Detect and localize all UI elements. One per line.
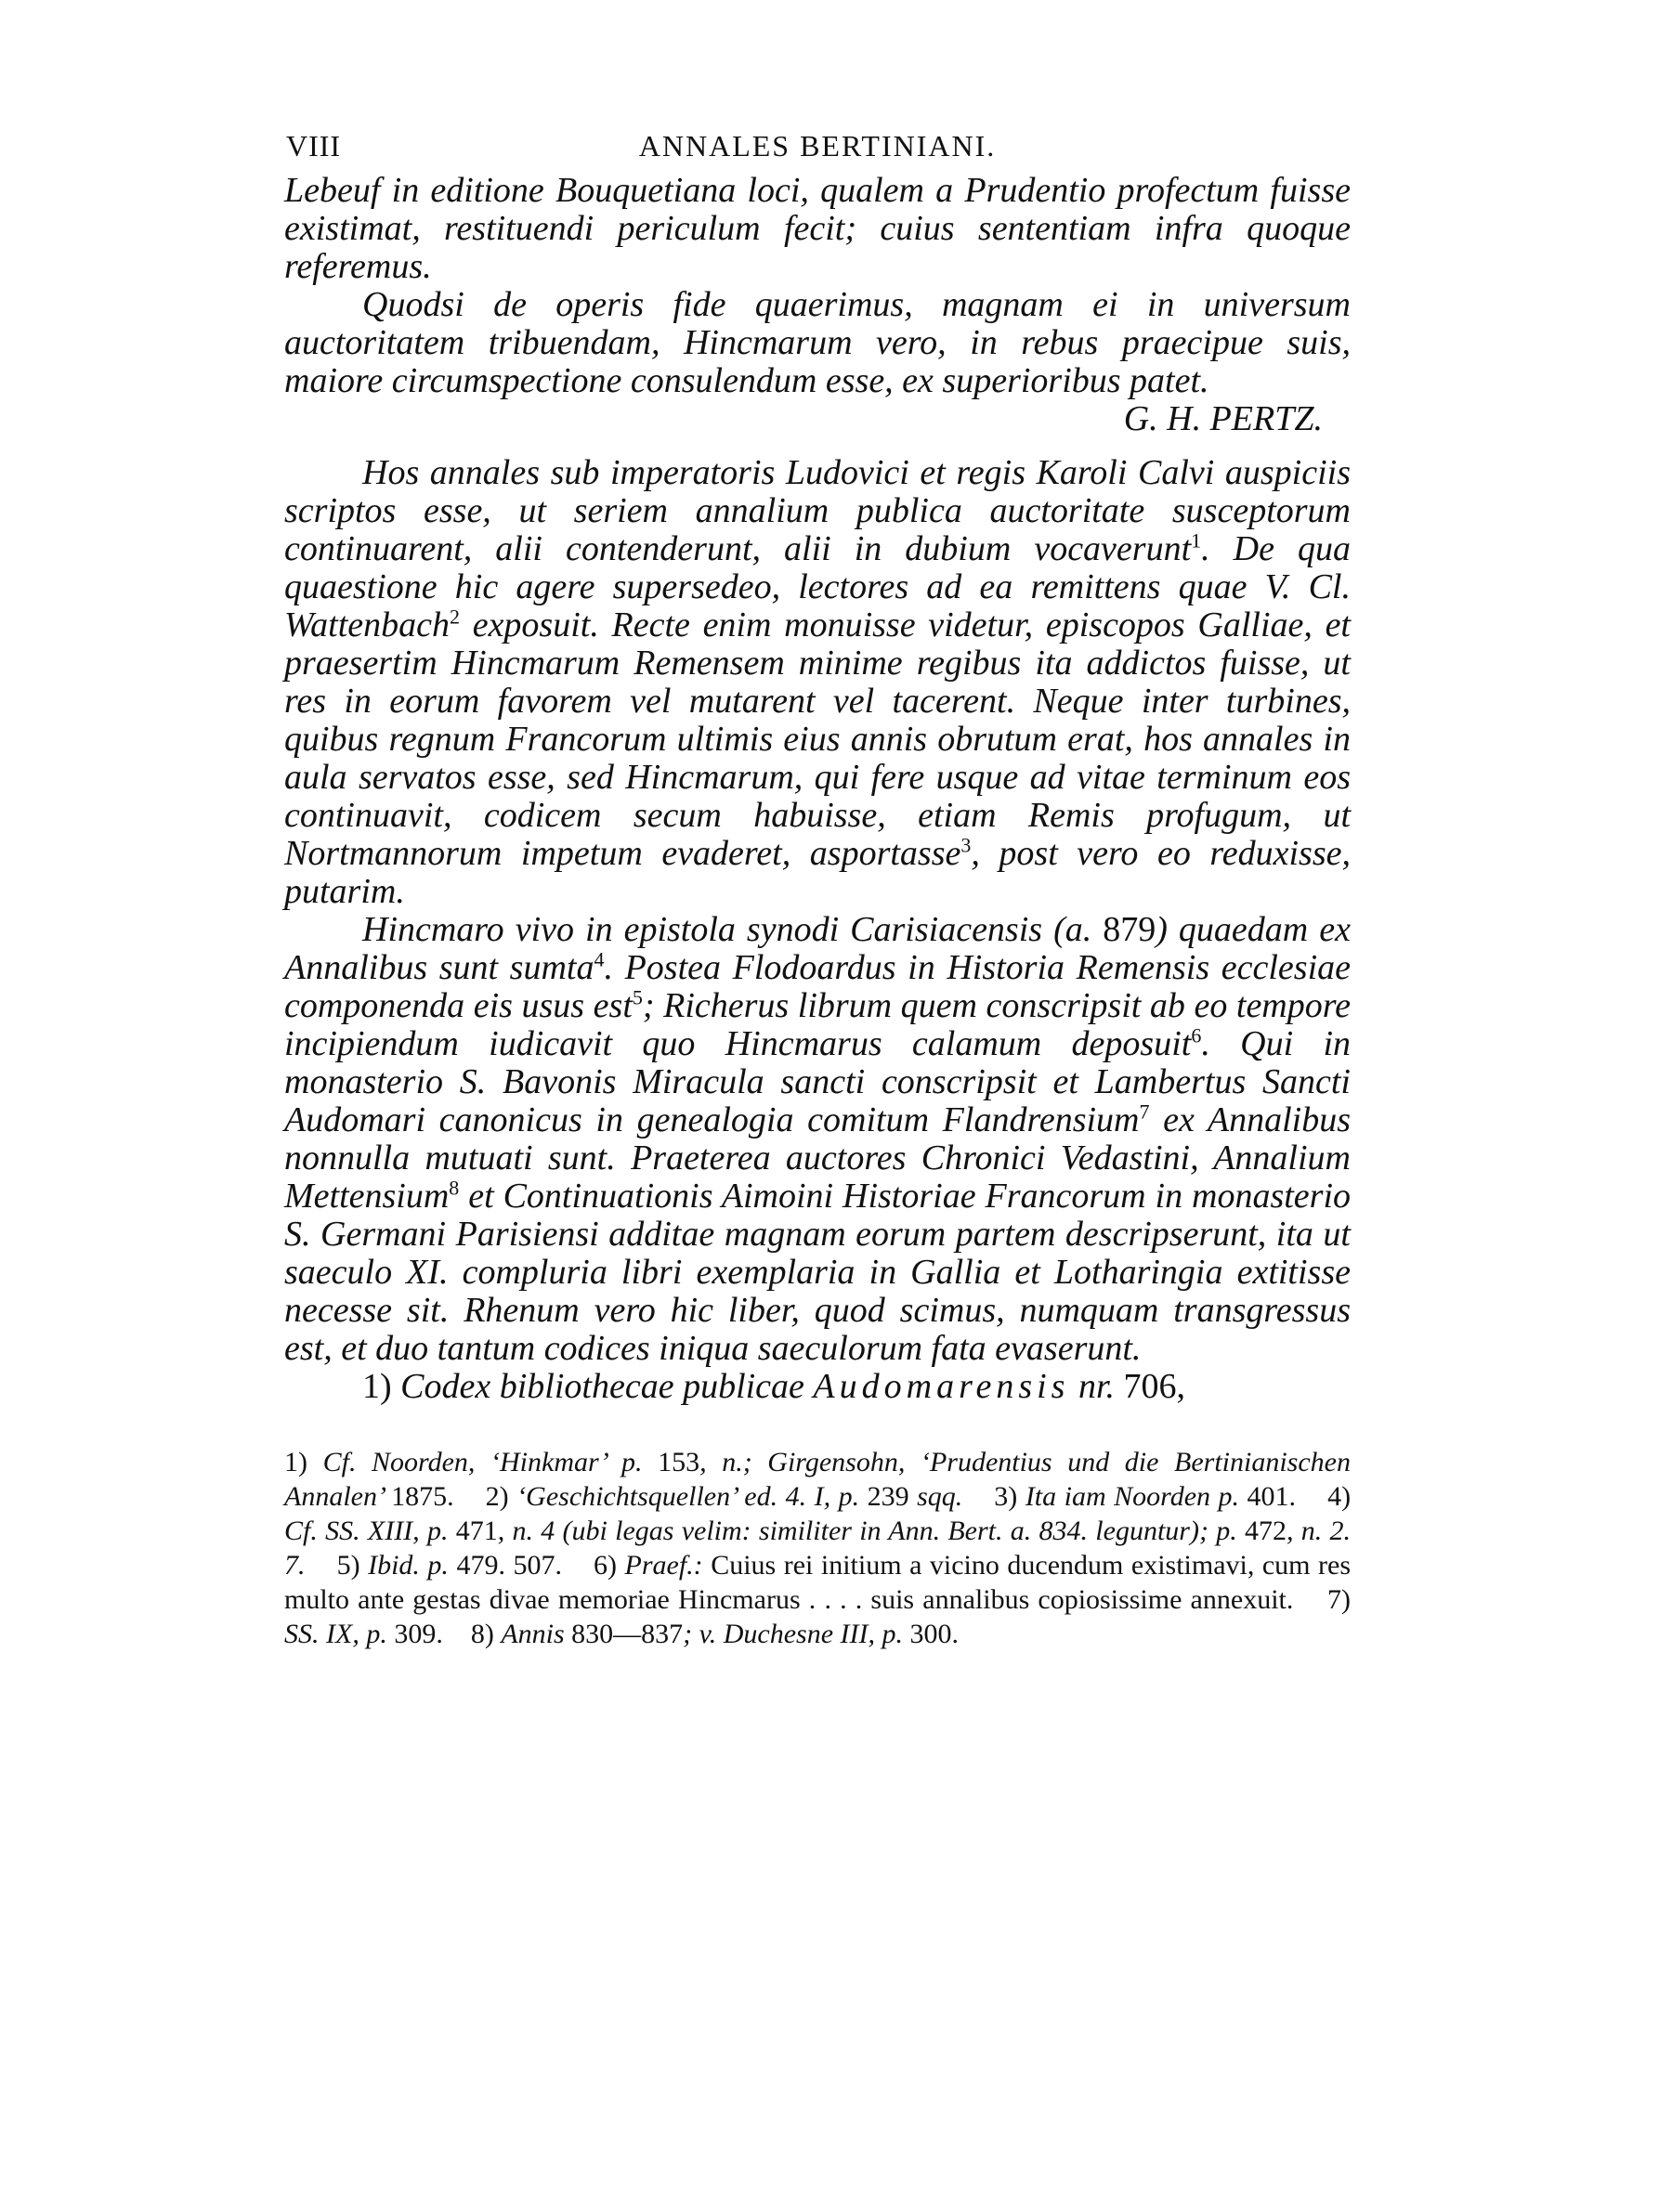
- year: 879: [1103, 910, 1156, 949]
- item-number: 1): [362, 1367, 392, 1406]
- paragraph-text: , post vero eo reduxisse, putarim.: [284, 834, 1351, 911]
- footnotes: [284, 1445, 1351, 1651]
- paragraph-text: . Postea Flodoardus in Historia Remensis ecclesiae componenda eis usus est: [284, 948, 1351, 1025]
- footnote-ref: 7: [1139, 1099, 1150, 1124]
- footnote-8: 8) Annis 830—837; v. Duchesne III, p. 300.: [470, 1619, 960, 1649]
- footnote-4: 4) Cf. SS. XIII, p. 471, n. 4 (ubi legas velim: similiter in Ann. Bert. a. 834. leguntur); p. 472, n. 2. 7.: [284, 1481, 1352, 1581]
- main-text: [284, 172, 1351, 1406]
- paragraph-text: Hos annales sub imperatoris Ludovici et regis Karoli Calvi auspiciis scriptos esse, ut seriem annalium publica auctoritate susceptorum continuarent, alii contenderunt, alii in dubium vocaverunt: [284, 453, 1351, 568]
- footnote-ref: 8: [449, 1176, 460, 1200]
- footnote-3: 3) Ita iam Noorden p. 401.: [994, 1481, 1297, 1512]
- spaced-name: Audomarensis: [813, 1367, 1070, 1406]
- paragraph-text: . De qua quaestione hic agere supersedeo, lectores ad ea remittens quae V. Cl. Wattenbach: [284, 529, 1351, 644]
- paragraph-text: Quodsi de operis fide quaerimus, magnam ei in universum auctoritatem tribuendam, Hincmarum vero, in rebus praecipue suis, maiore circumspectione consulendum esse, ex superioribus patet.: [284, 285, 1351, 400]
- footnote-ref: 3: [960, 833, 972, 857]
- page-header: [284, 116, 1351, 172]
- paragraph-text: ; Richerus librum quem conscripsit ab eo tempore incipiendum iudicavit quo Hincmarus calamum deposuit: [284, 986, 1351, 1063]
- footnote-5: 5) Ibid. p. 479. 507.: [336, 1550, 562, 1581]
- paragraph-text: Hincmaro vivo in epistola synodi Carisiacensis (a.: [362, 910, 1104, 949]
- footnote-ref: 4: [594, 947, 605, 971]
- footnote-6: 6) Praef.: Cuius rei initium a vicino ducendum existimavi, cum res multo ante gestas divae memoriae Hincmarus . . . . suis annalibus copiosissime annexuit.: [284, 1550, 1352, 1615]
- paragraph: [284, 285, 1351, 438]
- footnote-ref: 2: [450, 605, 461, 629]
- paragraph-text: et Continuationis Aimoini Historiae Francorum in monasterio S. Germani Parisiensi additae magnam eorum partem descripserunt, ita ut saeculo XI. compluria libri exemplaria in Gallia et Lotharingia extitisse necesse sit. Rhenum vero hic liber, quod scimus, numquam transgressus est, et duo tantum codices iniqua saeculorum fata evaserunt.: [284, 1177, 1351, 1368]
- running-title: ANNALES BERTINIANI.: [638, 129, 997, 163]
- footnote-2: 2) ‘Geschichtsquellen’ ed. 4. I, p. 239 sqq.: [485, 1481, 963, 1512]
- footnote-ref: 1: [1191, 528, 1202, 553]
- paragraph-text: ex Annalibus nonnulla mutuati sunt. Praeterea auctores Chronici Vedastini, Annalium Mettensium: [284, 1100, 1351, 1216]
- paragraph: [284, 172, 1351, 286]
- paragraph-text: ) quaedam ex Annalibus sunt sumta: [284, 910, 1351, 987]
- paragraph-text: Codex bibliothecae publicae: [391, 1367, 814, 1406]
- footnote-7: 7) SS. IX, p. 309.: [284, 1584, 1351, 1649]
- paragraph-text: . Qui in monasterio S. Bavonis Miracula sancti conscripsit et Lambertus Sancti Audomari canonicus in genealogia comitum Flandrensium: [284, 1024, 1352, 1139]
- book-page: [284, 116, 1351, 1651]
- paragraph: [284, 911, 1351, 1368]
- manuscript-number: 706,: [1123, 1367, 1186, 1406]
- paragraph-text: exposuit. Recte enim monuisse videtur, episcopos Galliae, et praesertim Hincmarum Remensem minime regibus ita addictos fuisse, ut res in eorum favorem vel mutarent vel tacerent. Neque inter turbines, quibus regnum Francorum ultimis eius annis obrutum erat, hos annales in aula servatos esse, sed Hincmarum, qui fere usque ad vitae terminum eos continuavit, codicem secum habuisse, etiam Remis profugum, ut Nortmannorum impetum evaderet, asportasse: [284, 605, 1351, 873]
- paragraph: [284, 454, 1351, 911]
- paragraph: [284, 1368, 1351, 1406]
- signature: G. H. PERTZ.: [1123, 399, 1323, 438]
- footnote-1: 1) Cf. Noorden, ‘Hinkmar’ p. 153, n.; Girgensohn, ‘Prudentius und die Bertinianischen Annalen’ 1875.: [284, 1447, 1351, 1512]
- paragraph-text: nr.: [1069, 1367, 1124, 1406]
- page-number: VIII: [286, 129, 342, 163]
- footnote-ref: 6: [1191, 1023, 1202, 1047]
- footnote-ref: 5: [632, 985, 643, 1009]
- paragraph-text: Lebeuf in editione Bouquetiana loci, qualem a Prudentio profectum fuisse existimat, restituendi periculum fecit; cuius sententiam infra quoque referemus.: [284, 171, 1351, 286]
